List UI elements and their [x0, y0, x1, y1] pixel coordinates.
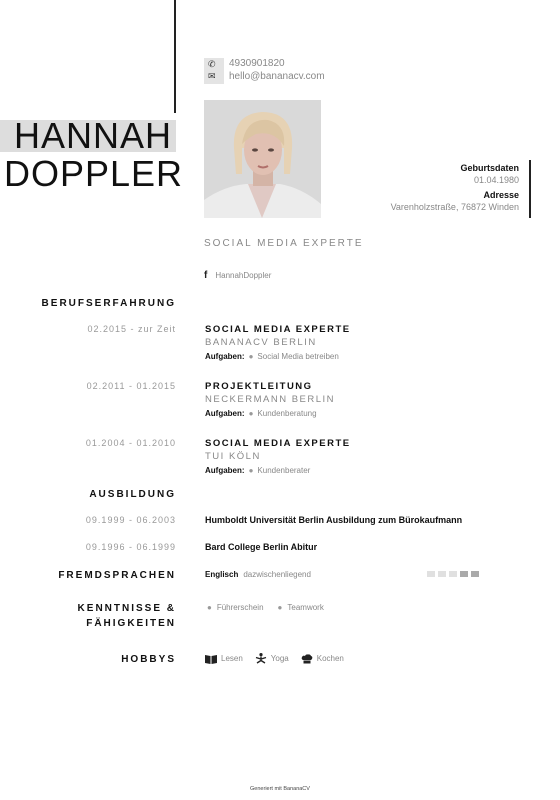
- education-entry: Bard College Berlin Abitur: [205, 542, 318, 552]
- language-level-square: [460, 571, 468, 577]
- job-title-headline: SOCIAL MEDIA EXPERTE: [204, 238, 364, 249]
- hobby-label: Yoga: [270, 654, 289, 663]
- experience-tasks: [205, 464, 351, 477]
- birth-label: Geburtsdaten: [460, 163, 519, 173]
- experience-company: NECKERMANN BERLIN: [205, 394, 336, 405]
- experience-title: SOCIAL MEDIA EXPERTE: [205, 324, 351, 335]
- hobby-item: [301, 654, 344, 664]
- skill-item: Teamwork: [287, 603, 324, 612]
- section-languages-heading: FREMDSPRACHEN: [58, 570, 176, 581]
- personal-data: [391, 162, 519, 216]
- experience-item: [205, 380, 335, 420]
- birth-value: 01.04.1980: [473, 175, 519, 185]
- language-level-square: [471, 571, 479, 577]
- language-level-bar: [427, 571, 479, 577]
- bullet-icon: ●: [248, 409, 254, 418]
- portrait-illustration: [204, 100, 321, 218]
- hobby-item: [255, 653, 289, 664]
- email-address[interactable]: hello@bananacv.com: [229, 71, 325, 82]
- experience-tasks: [205, 350, 351, 363]
- footer-credit: Generiert mit BananaCV: [250, 786, 310, 792]
- skills-list: [207, 603, 338, 612]
- section-hobbies-heading: HOBBYS: [121, 654, 176, 665]
- education-date: 09.1996 - 06.1999: [85, 542, 176, 552]
- education-entry: Humboldt Universität Berlin Ausbildung zum Bürokaufmann: [205, 515, 463, 525]
- section-education-heading: AUSBILDUNG: [89, 489, 176, 500]
- experience-company: TUI KÖLN: [205, 451, 261, 462]
- section-experience-heading: BERUFSERFAHRUNG: [41, 298, 176, 309]
- language-name: Englisch: [205, 570, 239, 579]
- skills-heading-line2: FÄHIGKEITEN: [86, 618, 176, 629]
- skills-heading-line1: KENNTNISSE &: [77, 603, 176, 614]
- experience-company: BANANACV BERLIN: [205, 337, 317, 348]
- experience-title: SOCIAL MEDIA EXPERTE: [205, 438, 351, 449]
- language-level-square: [427, 571, 435, 577]
- book-icon: [205, 654, 217, 664]
- experience-date: 02.2011 - 01.2015: [86, 381, 176, 391]
- chef-hat-icon: [301, 654, 313, 664]
- bullet-icon: ●: [207, 603, 212, 612]
- bullet-icon: ●: [248, 352, 254, 361]
- tasks-label: Aufgaben:: [205, 352, 245, 361]
- language-entry: [205, 570, 311, 579]
- hobbies-list: [205, 653, 356, 664]
- task-text: Kundenberater: [257, 466, 311, 475]
- facebook-icon: f: [204, 270, 208, 281]
- section-skills-heading: [78, 601, 176, 631]
- bullet-icon: ●: [277, 603, 283, 612]
- language-level-square: [449, 571, 457, 577]
- education-date: 09.1999 - 06.2003: [85, 515, 176, 525]
- experience-tasks: [205, 407, 335, 420]
- experience-date: 02.2015 - zur Zeit: [87, 324, 176, 334]
- language-level-square: [438, 571, 446, 577]
- tasks-label: Aufgaben:: [205, 409, 245, 418]
- task-text: Social Media betreiben: [257, 352, 339, 361]
- hobby-label: Lesen: [221, 654, 243, 663]
- bullet-icon: ●: [248, 466, 254, 475]
- profile-photo: [204, 100, 321, 218]
- social-handle: HannahDoppler: [215, 271, 272, 280]
- social-link[interactable]: [204, 270, 271, 281]
- hobby-label: Kochen: [316, 654, 344, 663]
- top-divider-line: [174, 0, 176, 113]
- experience-item: [205, 437, 351, 477]
- language-level: dazwischenliegend: [243, 570, 311, 579]
- mail-icon: ✉: [208, 71, 216, 81]
- phone-icon: ✆: [208, 59, 216, 69]
- yoga-icon: [255, 653, 267, 664]
- first-name: HANNAH: [14, 115, 173, 156]
- experience-item: [205, 323, 351, 363]
- right-divider-line: [529, 160, 531, 218]
- experience-date: 01.2004 - 01.2010: [85, 438, 176, 448]
- skill-item: Führerschein: [216, 603, 264, 612]
- phone-number[interactable]: 4930901820: [229, 58, 285, 69]
- task-text: Kundenberatung: [257, 409, 317, 418]
- contact-icons-box: [204, 58, 224, 84]
- tasks-label: Aufgaben:: [205, 466, 245, 475]
- experience-title: PROJEKTLEITUNG: [205, 381, 313, 392]
- hobby-item: [205, 654, 243, 664]
- address-value: Varenholzstraße, 76872 Winden: [390, 202, 519, 212]
- address-label: Adresse: [483, 190, 519, 200]
- last-name: DOPPLER: [4, 153, 184, 194]
